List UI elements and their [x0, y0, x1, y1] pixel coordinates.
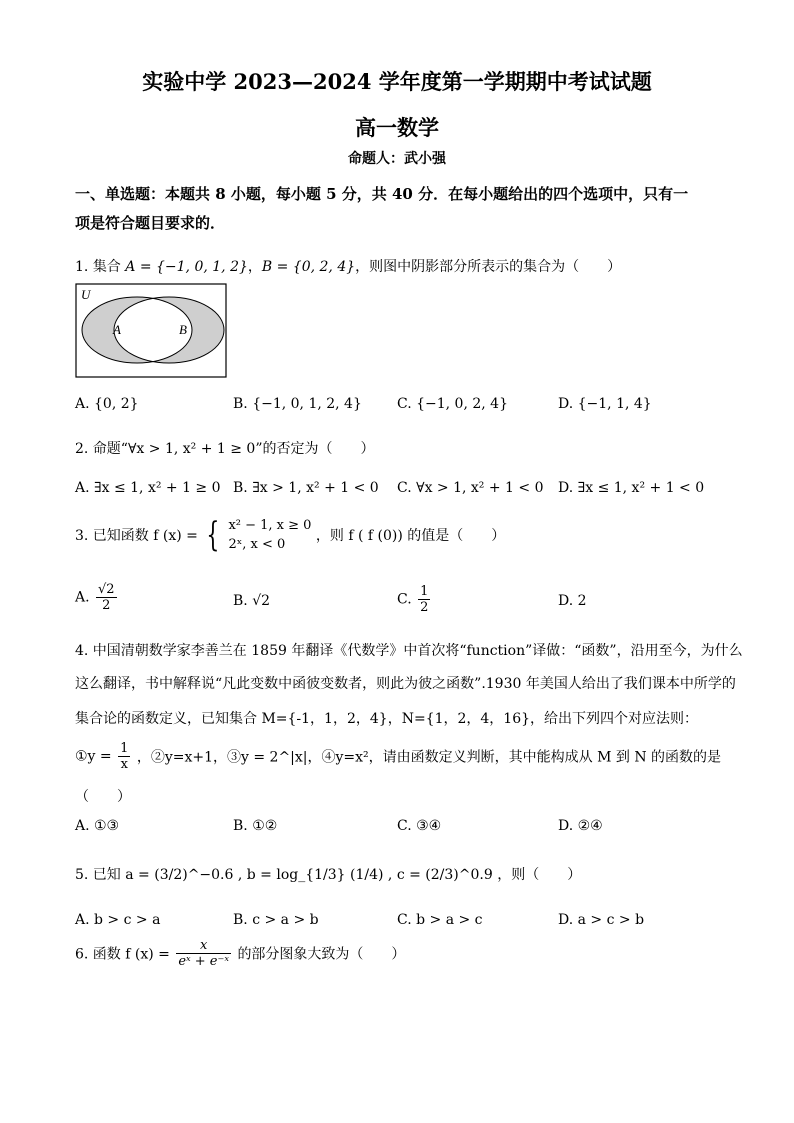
q2-option-b: B. ∃x > 1, x² + 1 < 0	[233, 480, 379, 496]
q4-option-b: B. ①②	[233, 818, 278, 834]
q4-option-c: C. ③④	[397, 818, 442, 834]
q1-option-b: B. {−1, 0, 1, 2, 4}	[233, 396, 362, 412]
q3-option-b: B. √2	[233, 593, 271, 609]
q1-suffix: ，则图中阴影部分所表示的集合为（ ）	[355, 259, 622, 275]
q4-option-d: D. ②④	[558, 818, 603, 834]
q2-option-a: A. ∃x ≤ 1, x² + 1 ≥ 0	[75, 480, 221, 496]
q3-case-2: 2ˣ, x < 0	[228, 537, 286, 552]
exam-title: 实验中学 2023—2024 学年度第一学期期中考试试题	[142, 69, 652, 94]
q4-line-1: 4. 中国清朝数学家李善兰在 1859 年翻译《代数学》中首次将“function”译做：“函数”，沿用至今，为什么	[75, 643, 743, 659]
q3-option-d: D. 2	[558, 593, 587, 609]
q4-rule1-fraction: $\frac{1}{x}$	[120, 741, 129, 772]
q5-option-c: C. b > a > c	[397, 912, 483, 928]
q1-prefix: 集合	[92, 259, 121, 275]
q5-option-d: D. a > c > b	[558, 912, 645, 928]
q5-option-b: B. c > a > b	[233, 912, 319, 928]
q4-line-3: 集合论的函数定义，已知集合 M={-1，1，2，4}，N={1，2，4，16}，给出下列四个对应法则：	[75, 711, 699, 727]
q3-suffix: ，则 f ( f (0)) 的值是（ ）	[315, 528, 506, 544]
q3-case-1: x² − 1, x ≥ 0	[228, 518, 312, 533]
q3-option-a: A. $\frac{√2}{2}$	[75, 582, 115, 613]
q3-option-a-fraction: $\frac{√2}{2}$	[98, 582, 115, 613]
question-5: 5. 已知 a = (3/2)^−0.6 , b = log_{1/3} (1/4) , c = (2/3)^0.9 ，则（ ）	[75, 867, 582, 883]
q1-set-b: B = {0, 2, 4}	[261, 259, 356, 275]
q3-option-c-fraction: $\frac{1}{2}$	[420, 584, 429, 615]
piecewise-cases	[228, 516, 311, 554]
q2-option-d: D. ∃x ≤ 1, x² + 1 < 0	[558, 480, 705, 496]
q4-option-a: A. ①③	[75, 818, 120, 834]
venn-diagram	[75, 283, 227, 378]
q3-prefix: 3. 已知函数 f (x) =	[75, 528, 198, 544]
section-heading-line2: 项是符合题目要求的．	[75, 214, 226, 232]
q4-line-5: （ ）	[75, 789, 131, 805]
q5-option-a: A. b > c > a	[75, 912, 161, 928]
q1-option-c: C. {−1, 0, 2, 4}	[397, 396, 508, 412]
q1-option-d: D. {−1, 1, 4}	[558, 396, 652, 412]
q6-fraction: $\frac{x}{\text{eˣ + e⁻ˣ}}$	[178, 938, 229, 969]
piecewise-brace: {	[206, 515, 220, 555]
q1-option-a: A. {0, 2}	[75, 396, 139, 412]
q4-line-2: 这么翻译，书中解释说“凡此变数中函彼变数者，则此为彼之函数”.1930 年美国人给出了我们课本中所学的	[75, 676, 736, 692]
q3-option-c: C. $\frac{1}{2}$	[397, 584, 429, 615]
subject-title: 高一数学	[355, 115, 439, 140]
venn-a-label: A	[113, 322, 121, 337]
q1-set-a: A = {−1, 0, 1, 2}	[125, 259, 248, 275]
section-heading-line1: 一、单选题：本题共 8 小题，每小题 5 分，共 40 分．在每小题给出的四个选项中，只有一	[75, 185, 689, 203]
venn-u-label: U	[81, 287, 91, 302]
q1-number: 1.	[75, 259, 89, 275]
question-3	[75, 516, 505, 554]
venn-b-label: B	[179, 322, 187, 337]
author-line: 命题人：武小强	[348, 151, 446, 167]
question-1	[75, 256, 621, 276]
q4-line-4: ①y = $\frac{1}{x}$ ，②y=x+1，③y = 2^|x|，④y=x²，请由函数定义判断，其中能构成从 M 到 N 的函数的是	[75, 741, 722, 772]
q1-sep: ，	[247, 259, 262, 275]
question-6: 6. 函数 f (x) = $\frac{x}{\text{eˣ + e⁻ˣ}}$ 的部分图象大致为（ ）	[75, 938, 406, 969]
question-2: 2. 命题“∀x > 1, x² + 1 ≥ 0”的否定为（ ）	[75, 441, 375, 457]
q2-option-c: C. ∀x > 1, x² + 1 < 0	[397, 480, 544, 496]
